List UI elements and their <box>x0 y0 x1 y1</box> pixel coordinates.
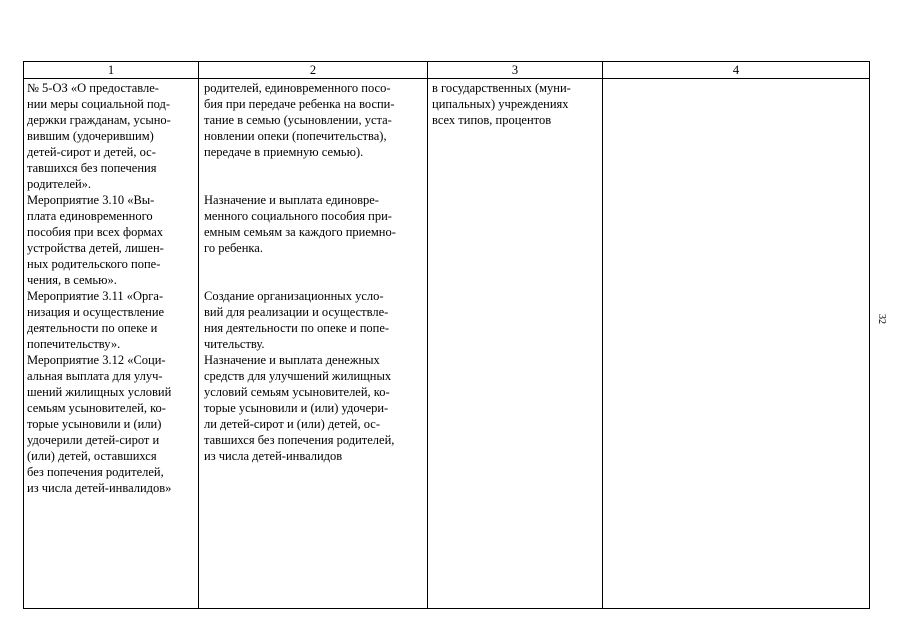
column-header-1: 1 <box>24 62 199 79</box>
column-header-3: 3 <box>428 62 603 79</box>
table-header-row <box>24 62 870 79</box>
column-header-4: 4 <box>603 62 870 79</box>
col3-text: в государственных (муни- ципальных) учреждениях всех типов, процентов <box>432 81 571 127</box>
col2-text: родителей, единовременного посо- бия при передаче ребенка на воспи- тание в семью (усыновлении, уста- новлении опеки (попечительства), передаче в приемную семью). Назначение и выплата единовре- менного социального пособия при- емным семьям за каждого приемно- го ребенка. Создание организационных усло- вий для реализации и осуществле- ния деятельности по опеке и попе- чительству. Назначение и выплата денежных средств для улучшений жилищных условий семьям усыновителей, ко- торые усыновили и (или) удочери- ли детей-сирот и (или) детей, ос- тавшихся без попечения родителей, из числа детей-инвалидов <box>204 81 396 463</box>
table-cell-col3 <box>428 79 603 609</box>
document-table <box>23 61 870 609</box>
page-number: 32 <box>876 314 887 324</box>
table-cell-col4 <box>603 79 870 609</box>
table-cell-col1 <box>24 79 199 609</box>
col1-text: № 5-ОЗ «О предоставле- нии меры социальной под- держки гражданам, усыно- вившим (удочерившим) детей-сирот и детей, ос- тавшихся без попечения родителей». Мероприятие 3.10 «Вы- плата единовременного пособия при всех формах устройства детей, лишен- ных родительского попе- чения, в семью». Мероприятие 3.11 «Орга- низация и осуществление деятельности по опеке и попечительству». Мероприятие 3.12 «Соци- альная выплата для улуч- шений жилищных условий семьям усыновителей, ко- торые усыновили и (или) удочерили детей-сирот и (или) детей, оставшихся без попечения родителей, из числа детей-инвалидов» <box>27 81 172 495</box>
table-row <box>24 79 870 609</box>
col4-text <box>603 79 869 80</box>
table-cell-col2 <box>199 79 428 609</box>
column-header-2: 2 <box>199 62 428 79</box>
